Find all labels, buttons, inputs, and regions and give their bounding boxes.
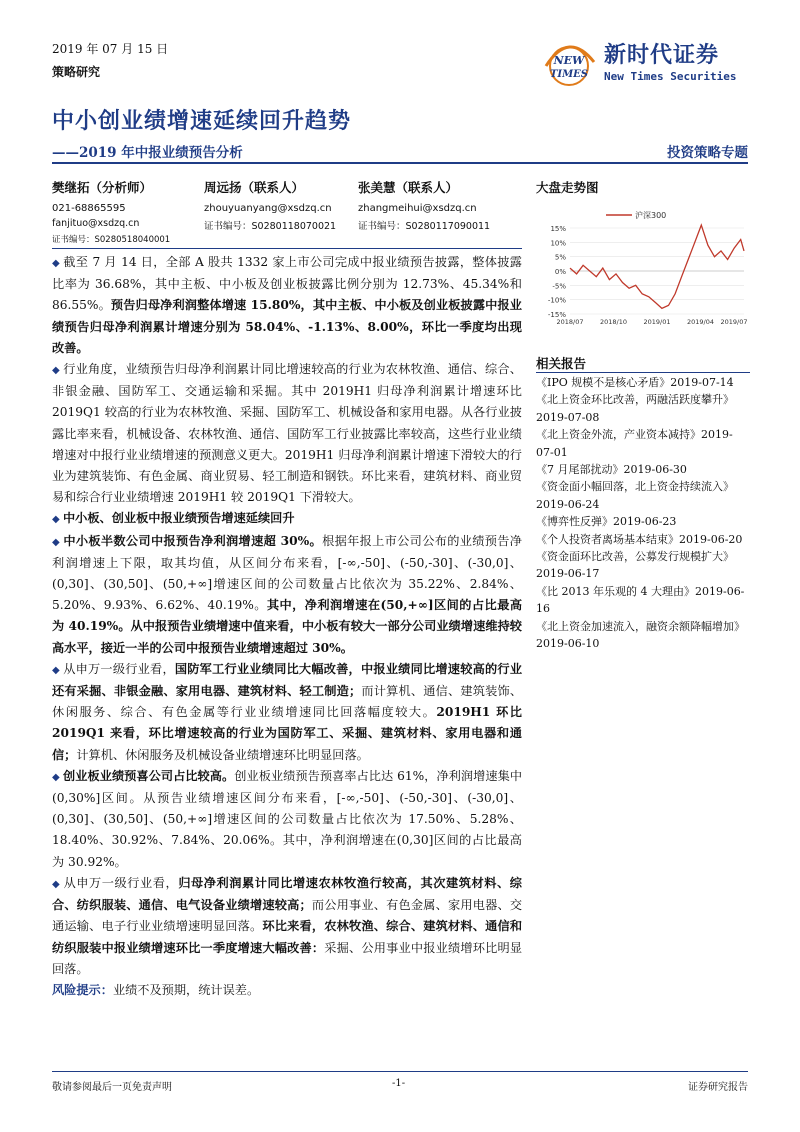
y-tick-label: 5% <box>554 253 566 262</box>
page-title: 中小创业绩增速延续回升趋势 <box>52 108 352 134</box>
sidebar <box>536 178 750 196</box>
related-report-item[interactable]: 《资金面环比改善，公募发行规模扩大》2019-06-17 <box>536 550 734 581</box>
bullet-icon: ◆ <box>52 771 60 783</box>
related-report-item[interactable]: 《北上资金环比改善，两融活跃度攀升》2019-07-08 <box>536 393 734 424</box>
related-report-item[interactable]: 《IPO 规模不是核心矛盾》2019-07-14 <box>536 376 734 389</box>
y-tick-label: 15% <box>550 225 566 233</box>
main-content <box>52 252 522 1001</box>
paragraph-summary: ◆ 截至 7 月 14 日，全部 A 股共 1332 家上市公司完成中报业绩预告披露，整体披露比率为 36.68%，其中主板、中小板及创业板披露比例分别为 12.73%、45.34%和 86.55%。预告归母净利润整体增速 15.80%，其中主板、中小板及创业板披露中报业绩预告归母净利润累计增速分别为 58.04%、-1.13%、8.00%，环比一季度均出现改善。 <box>52 255 522 355</box>
company-logo <box>540 36 750 88</box>
logo-name-cn: 新时代证券 <box>604 43 720 68</box>
author-3 <box>358 178 490 232</box>
author-cert: 证书编号：S0280117090011 <box>358 221 491 232</box>
related-reports-list <box>536 374 750 653</box>
footer-divider <box>52 1071 748 1072</box>
author-email: fanjituo@xsdzq.cn <box>52 218 140 229</box>
author-name: 樊继拓（分析师） <box>52 180 153 195</box>
x-axis <box>556 318 747 326</box>
author-divider <box>52 248 522 249</box>
related-report-item[interactable]: 《北上资金加速流入，融资余额降幅增加》2019-06-10 <box>536 619 745 651</box>
related-report-item[interactable]: 《资金面小幅回落，北上资金持续流入》2019-06-24 <box>536 480 734 511</box>
page-subtitle: ——2019 年中报业绩预告分析 <box>52 145 243 161</box>
paragraph-gem-board: ◆ 创业板业绩预喜公司占比较高。创业板业绩预告预喜率占比达 61%，净利润增速集中(0,30%]区间。从预告业绩增速区间分布来看，[-∞,-50]、(-50,-30]、(-30,0]、(0,30]、(30,50]、(50,+∞]增速区间的公司数量占比依次为 17.50%、5.28%、18.40%、30.92%、7.84%、20.06%。其中，净利润增速在(0,30]区间的占比最高为 30.92%。 <box>52 768 523 869</box>
paragraph-industry: ◆ 行业角度，业绩预告归母净利润累计同比增速较高的行业为农林牧渔、通信、综合、非银金融、国防军工、交通运输和采掘。其中 2019H1 归母净利润累计增速环比 2019Q1 较高的行业为农林牧渔、采掘、国防军工、机械设备和家用电器。从各行业披露比率来看，机械设备、农林牧渔、通信、国防军工行业披露比率较高，这些行业业绩增速对中报行业业绩增速的预测意义更大。2019H1 归母净利润累计增速下滑较大的行业为建筑装饰、有色金属、商业贸易、轻工制造和钢铁。环比来看，建筑材料、商业贸易和综合行业业绩增速 2019H1 较 2019Q1 下滑较大。 <box>52 362 522 505</box>
paragraph-gem-industry: ◆ 从申万一级行业看，归母净利润累计同比增速农林牧渔行较高，其次建筑材料、综合、纺织服装、通信、电气设备业绩增速较高；而公用事业、有色金属、家用电器、交通运输、电子行业业绩增速明显回落。环比来看，农林牧渔、综合、建筑材料、通信和纺织服装中报业绩增速环比一季度增速大幅改善：采掘、公用事业中报业绩增环比明显回落。 <box>52 875 523 976</box>
x-tick-label: 2019/01 <box>643 318 671 326</box>
y-axis <box>548 225 566 319</box>
author-2 <box>204 178 336 232</box>
y-tick-label: -10% <box>547 296 566 305</box>
y-tick-label: -15% <box>547 311 566 319</box>
related-report-item[interactable]: 《比 2013 年乐观的 4 大理由》2019-06-16 <box>536 584 745 616</box>
author-1 <box>52 178 170 245</box>
footer-report-type: 证券研究报告 <box>688 1082 748 1093</box>
x-tick-label: 2019/04 <box>686 318 715 326</box>
bullet-icon: ◆ <box>52 878 60 890</box>
report-type: 策略研究 <box>52 65 101 79</box>
author-cert: 证书编号：S0280518040001 <box>52 235 171 245</box>
bullet-icon: ◆ <box>52 536 60 548</box>
series-line-hs300 <box>570 225 744 308</box>
title-divider <box>52 162 748 164</box>
report-date: 2019 年 07 月 15 日 <box>52 42 169 56</box>
y-tick-label: -5% <box>552 282 566 291</box>
related-report-item[interactable]: 《7 月尾部扰动》2019-06-30 <box>536 463 687 477</box>
related-report-item[interactable]: 《北上资金外流，产业资本减持》2019-07-01 <box>536 428 733 459</box>
logo-name-en: New Times Securities <box>604 70 737 83</box>
bullet-icon: ◆ <box>52 664 60 676</box>
bullet-icon: ◆ <box>52 365 60 377</box>
y-tick-label: 10% <box>550 239 566 248</box>
x-tick-label: 2018/07 <box>556 318 584 326</box>
section-heading: ◆ 中小板、创业板中报业绩预告增速延续回升 <box>52 508 522 530</box>
paragraph-sme-board: ◆ 中小板半数公司中报预告净利润增速超 30%。根据年报上市公司公布的业绩预告净利润增速上下限，取其均值，从区间分布来看，[-∞,-50]、(-50,-30]、(-30,0]、(0,30]、(30,50]、(50,+∞]增速区间的公司数量占比依次为 35.22%、2.84%、5.20%、9.93%、6.62%、40.19%。其中，净利润增速在(50,+∞]区间的占比最高为 40.19%。从中报预告业绩增速中值来看，中小板有较大一部分公司业绩增速维持较高水平，接近一半的公司中报预告业绩增速超过 30%。 <box>52 533 523 655</box>
x-tick-label: 2018/10 <box>599 318 628 326</box>
page-number: -1- <box>392 1078 406 1089</box>
chart-grid <box>570 228 744 314</box>
author-cert: 证书编号：S0280118070021 <box>204 221 337 232</box>
legend-label: 沪深300 <box>635 211 667 220</box>
related-report-item[interactable]: 《博弈性反弹》2019-06-23 <box>536 515 677 529</box>
related-report-item[interactable]: 《个人投资者离场基本结束》2019-06-20 <box>536 532 743 546</box>
related-reports-heading: 相关报告 <box>536 356 587 371</box>
paragraph-sme-industry: ◆ 从申万一级行业看，国防军工行业业绩同比大幅改善，中报业绩同比增速较高的行业还有采掘、非银金融、家用电器、建筑材料、轻工制造；而计算机、通信、建筑装饰、休闲服务、综合、有色金属等行业业绩增速同比回落幅度较大。2019H1 环比 2019Q1 来看，环比增速较高的行业为国防军工、采掘、建筑材料、家用电器和通信；计算机、休闲服务及机械设备业绩增速环比明显回落。 <box>52 661 523 762</box>
author-name: 周远扬（联系人） <box>204 180 305 195</box>
report-category: 投资策略专题 <box>667 145 748 161</box>
logo-badge-icon <box>540 36 598 88</box>
bullet-icon: ◆ <box>52 258 60 269</box>
author-email: zhangmeihui@xsdzq.cn <box>358 203 477 214</box>
market-trend-chart <box>536 198 750 328</box>
svg-text:NEW: NEW <box>553 54 585 67</box>
svg-text:TIMES: TIMES <box>549 69 589 80</box>
related-divider <box>536 372 750 373</box>
chart-heading: 大盘走势图 <box>536 180 599 195</box>
risk-warning: 风险提示：业绩不及预期，统计误差。 <box>52 982 260 997</box>
author-phone: 021-68865595 <box>52 203 126 214</box>
author-email: zhouyuanyang@xsdzq.cn <box>204 203 332 214</box>
y-tick-label: 0% <box>554 268 566 276</box>
x-tick-label: 2019/07 <box>720 318 748 326</box>
bullet-icon: ◆ <box>52 514 60 526</box>
footer-disclaimer: 敬请参阅最后一页免责声明 <box>52 1082 172 1093</box>
author-name: 张美慧（联系人） <box>358 180 459 195</box>
